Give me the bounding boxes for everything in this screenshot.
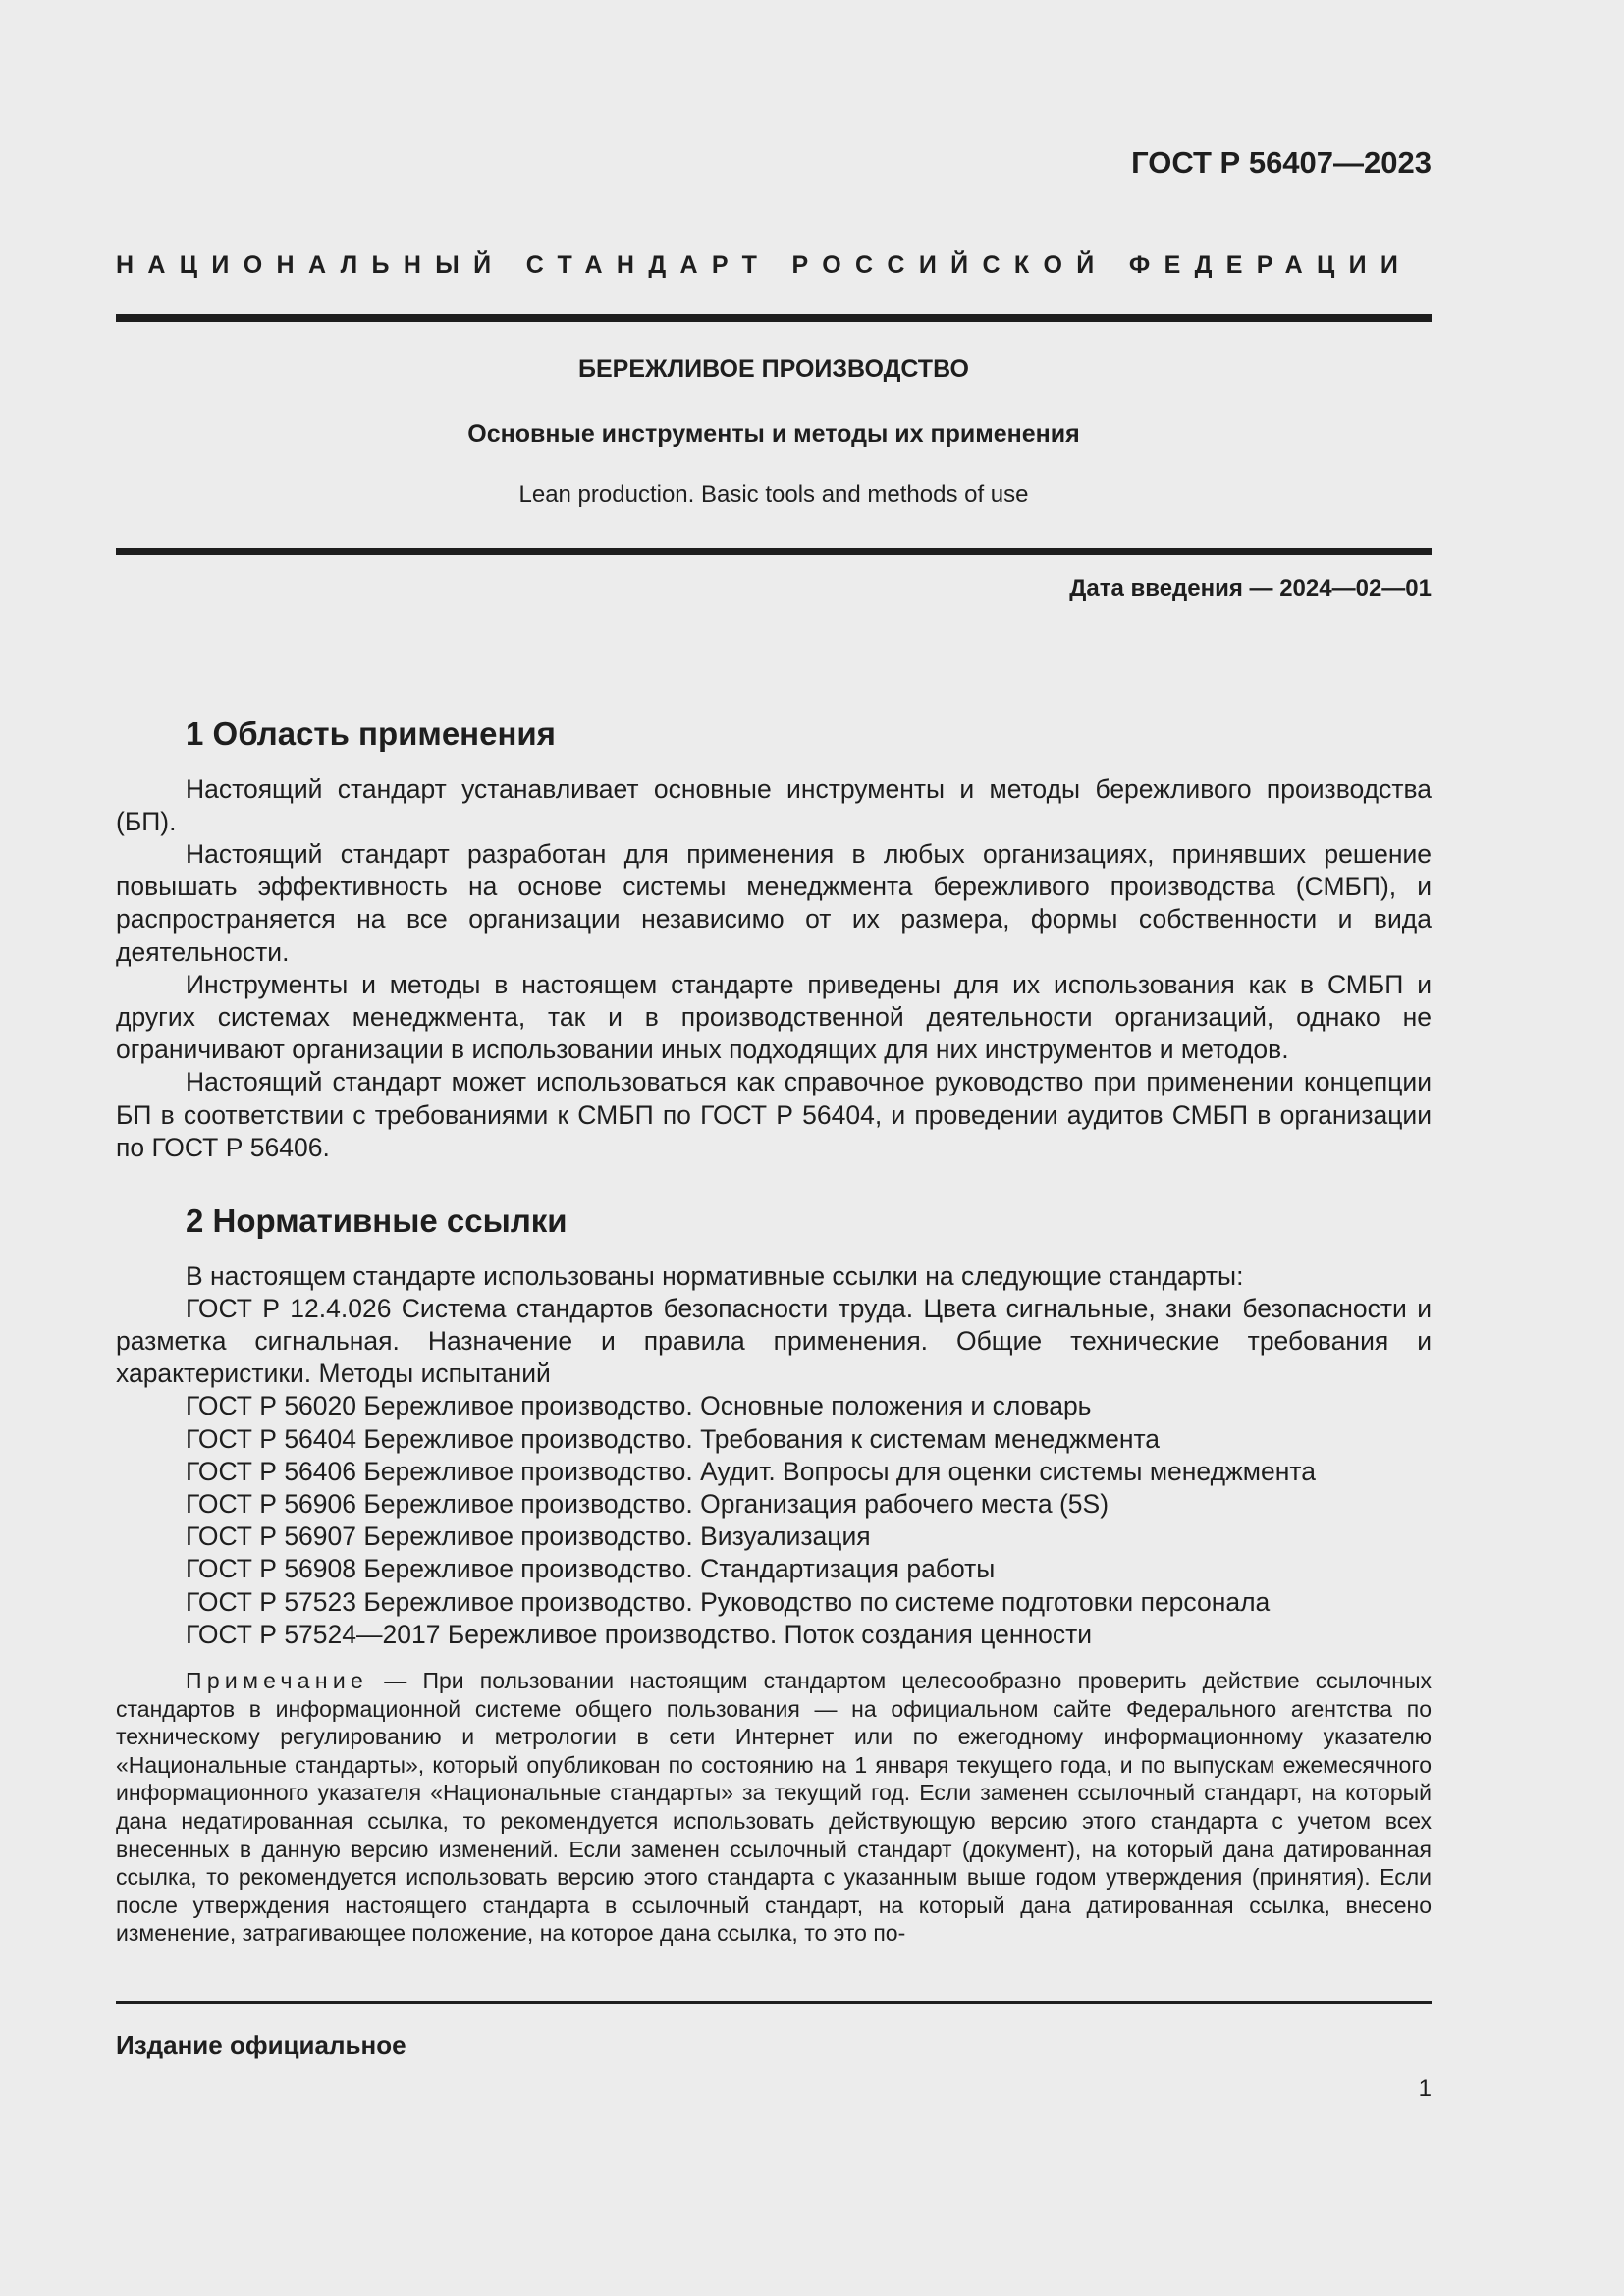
paragraph: Настоящий стандарт может использоваться как справочное руководство при применении концепции БП в соответствии с требованиями к СМБП по ГОСТ Р 56404, и проведении аудитов СМБП в организации по ГОСТ Р 56406. <box>116 1067 1432 1162</box>
section-normative-references <box>116 1201 1432 1948</box>
national-standard-banner: НАЦИОНАЛЬНЫЙ СТАНДАРТ РОССИЙСКОЙ ФЕДЕРАЦИИ <box>116 251 1413 279</box>
reference-item: ГОСТ Р 56908 Бережливое производство. Стандартизация работы <box>186 1554 996 1584</box>
page-number: 1 <box>1418 2075 1432 2102</box>
reference-item: ГОСТ Р 56020 Бережливое производство. Основные положения и словарь <box>186 1391 1092 1421</box>
document-code: ГОСТ Р 56407—2023 <box>1131 145 1432 180</box>
references-intro: В настоящем стандарте использованы нормативные ссылки на следующие стандарты: <box>186 1260 1244 1291</box>
reference-item: ГОСТ Р 57524—2017 Бережливое производство. Поток создания ценности <box>186 1619 1093 1649</box>
document-title-english: Lean production. Basic tools and methods of use <box>518 481 1029 507</box>
reference-item: ГОСТ Р 56404 Бережливое производство. Требования к системам менеджмента <box>186 1423 1161 1454</box>
reference-list <box>116 1390 1432 1651</box>
reference-item: ГОСТ Р 56406 Бережливое производство. Аудит. Вопросы для оценки системы менеджмента <box>186 1456 1316 1486</box>
document-body <box>116 715 1432 1970</box>
document-subtitle: Основные инструменты и методы их применения <box>467 420 1080 448</box>
reference-item: ГОСТ Р 57523 Бережливое производство. Руководство по системе подготовки персонала <box>186 1586 1271 1617</box>
note-label: Примечание <box>186 1668 369 1694</box>
document-page <box>116 0 1432 2296</box>
title-rule <box>116 548 1432 555</box>
document-title: БЕРЕЖЛИВОЕ ПРОИЗВОДСТВО <box>578 355 969 383</box>
reference-item: ГОСТ Р 56907 Бережливое производство. Визуализация <box>186 1522 871 1552</box>
section-scope <box>116 715 1432 1164</box>
header-rule <box>116 314 1432 322</box>
note-text: — При пользовании настоящим стандартом целесообразно проверить действие ссылочных стандартов в информационной системе общего пользования — на официальном сайте Федерального агентства по техническому регулированию и метрологии в сети Интернет или по ежегодному информационному указателю «Национальные стандарты», который опубликован по состоянию на 1 января текущего года, и по выпускам ежемесячного информационного указателя «Национальные стандарты» за текущий год. Если заменен ссылочный стандарт, на который дана недатированная ссылка, то рекомендуется использовать действующую версию этого стандарта с учетом всех внесенных в данную версию изменений. Если заменен ссылочный стандарт (документ), на который дана датированная ссылка, то рекомендуется использовать версию этого стандарта с указанным выше годом утверждения (принятия). Если после утверждения настоящего стандарта в ссылочный стандарт, на который дана датированная ссылка, внесено изменение, затрагивающее положение, на которое дана ссылка, то это по- <box>116 1668 1432 1947</box>
official-edition-label: Издание официальное <box>116 2030 406 2059</box>
reference-item: ГОСТ Р 12.4.026 Система стандартов безопасности труда. Цвета сигнальные, знаки безопасности и разметка сигнальная. Назначение и правила применения. Общие технические требования и характеристики. Методы испытаний <box>116 1293 1432 1389</box>
note-paragraph <box>116 1667 1432 1948</box>
section-heading: 1 Область применения <box>186 716 556 752</box>
introduction-date: Дата введения — 2024—02—01 <box>1069 575 1432 602</box>
section-heading: 2 Нормативные ссылки <box>186 1202 568 1240</box>
footer-rule <box>116 2001 1432 2004</box>
paragraph: Инструменты и методы в настоящем стандарте приведены для их использования как в СМБП и других системах менеджмента, так и в производственной деятельности организаций, однако не ограничивают организации в использовании иных подходящих для них инструментов и методов. <box>116 969 1432 1065</box>
reference-item: ГОСТ Р 56906 Бережливое производство. Организация рабочего места (5S) <box>186 1489 1110 1520</box>
paragraph: Настоящий стандарт устанавливает основные инструменты и методы бережливого производства (БП). <box>116 774 1432 836</box>
paragraph: Настоящий стандарт разработан для применения в любых организациях, принявших решение повышать эффективность на основе системы менеджмента бережливого производства (СМБП), и распространяется на все организации независимо от их размера, формы собственности и вида деятельности. <box>116 839 1432 967</box>
